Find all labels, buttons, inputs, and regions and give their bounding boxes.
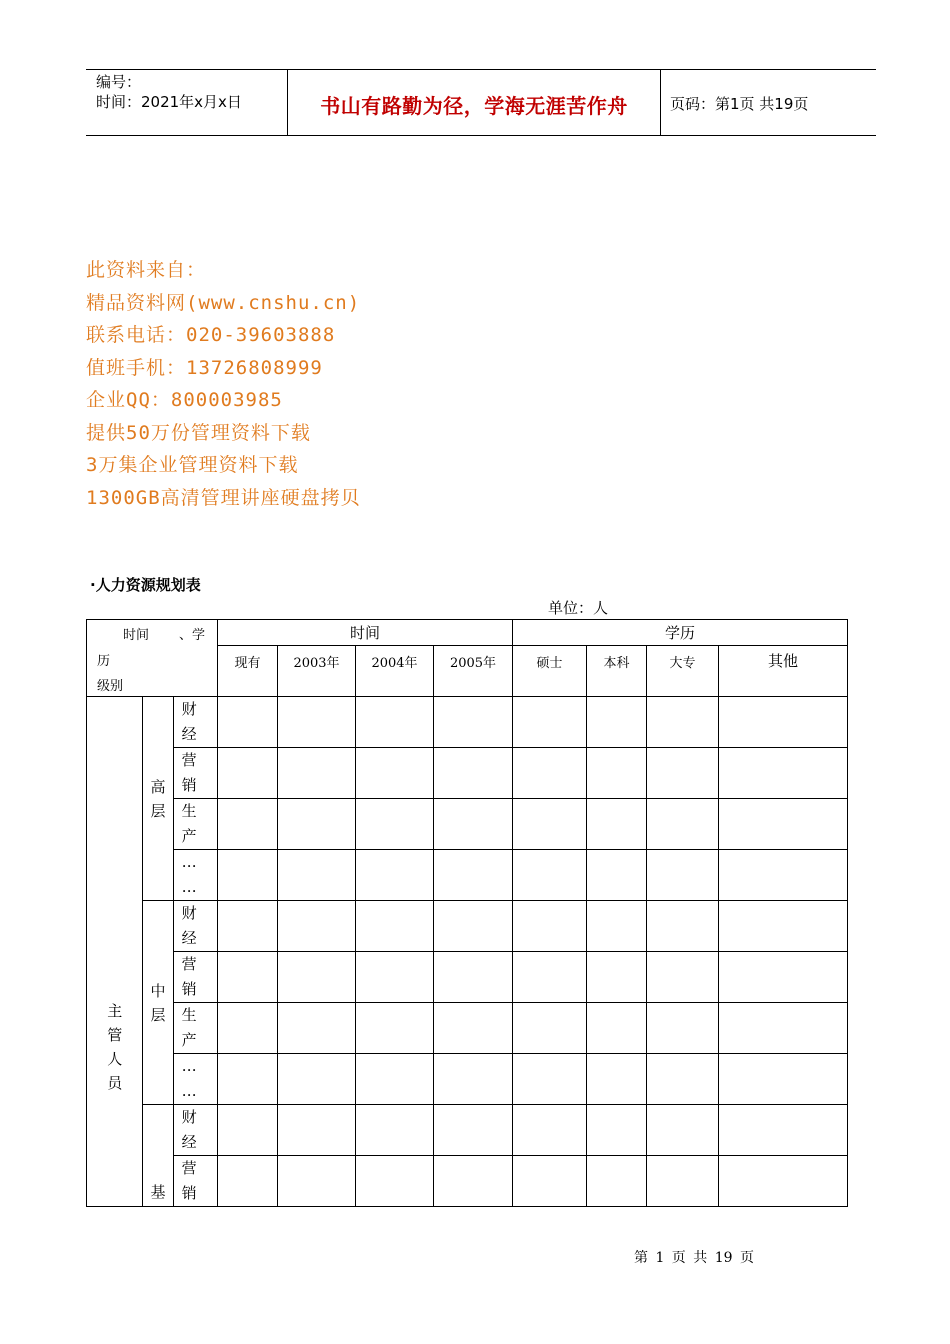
page-footer: 第 1 页 共 19 页 (634, 1250, 754, 1266)
category-label: 财经 (181, 700, 197, 743)
corner-time-label: 时间 (123, 628, 150, 643)
header-motto: 书山有路勤为径，学海无涯苦作舟 (320, 94, 628, 118)
col-header-2004: 2004年 (356, 646, 434, 697)
header-page-number: 页码：第1页 共19页 (670, 95, 809, 113)
document-time-label: 时间：2021年x月x日 (96, 93, 242, 111)
category-label: 营销 (181, 1159, 197, 1202)
header-divider-right (660, 69, 661, 136)
level-senior (143, 697, 173, 901)
source-line: 3万集企业管理资料下载 (86, 454, 299, 476)
category-cell (173, 1054, 217, 1105)
level-middle-label: 中层 (150, 981, 166, 1024)
category-label: 营销 (181, 751, 197, 794)
header-top-rule (86, 69, 876, 70)
hr-planning-table (86, 619, 848, 1207)
category-label: 财经 (181, 904, 197, 947)
source-line: 此资料来自： (86, 259, 207, 281)
category-label: 生产 (181, 1006, 197, 1049)
category-cell (173, 748, 217, 799)
source-line: 联系电话：020-39603888 (86, 324, 336, 346)
source-line: 值班手机：13726808999 (86, 356, 323, 379)
col-header-master: 硕士 (513, 646, 587, 697)
level-senior-label: 高层 (150, 777, 166, 820)
category-cell (173, 1156, 217, 1207)
group-managers-label: 主管人员 (107, 1001, 123, 1092)
section-title: ·人力资源规划表 (90, 576, 201, 594)
category-label: 营销 (181, 955, 197, 998)
col-header-college: 大专 (647, 646, 719, 697)
header-meta (96, 72, 242, 112)
source-line: 企业QQ：800003985 (86, 389, 283, 411)
category-label: 财经 (181, 1108, 197, 1151)
source-line: 精品资料网(www.cnshu.cn) (86, 291, 361, 314)
group-managers (87, 697, 143, 1207)
document-number-label: 编号： (96, 73, 142, 91)
level-base (143, 1105, 173, 1207)
unit-label: 单位：人 (548, 599, 609, 617)
col-header-current: 现有 (218, 646, 278, 697)
col-header-2003: 2003年 (278, 646, 356, 697)
category-cell (173, 1003, 217, 1054)
category-cell (173, 901, 217, 952)
corner-separator: 、学 (179, 628, 206, 643)
corner-edu-label: 历 (97, 654, 111, 669)
category-cell (173, 697, 217, 748)
header-bottom-rule (86, 135, 876, 136)
col-header-2005: 2005年 (434, 646, 513, 697)
category-cell (173, 952, 217, 1003)
corner-level-label: 级别 (97, 679, 124, 694)
category-label: 生产 (181, 802, 197, 845)
group-header-education: 学历 (513, 620, 848, 646)
level-base-label: 基 (150, 1183, 166, 1201)
source-line: 1300GB高清管理讲座硬盘拷贝 (86, 486, 361, 509)
group-header-time: 时间 (218, 620, 513, 646)
category-cell (173, 1105, 217, 1156)
level-middle (143, 901, 173, 1105)
category-cell (173, 799, 217, 850)
table-corner-cell (87, 620, 218, 697)
col-header-bachelor: 本科 (587, 646, 647, 697)
col-header-other: 其他 (719, 646, 848, 697)
category-label: …… (181, 1057, 197, 1100)
source-info-block (86, 254, 361, 514)
category-label: …… (181, 853, 197, 896)
category-cell (173, 850, 217, 901)
source-line: 提供50万份管理资料下载 (86, 421, 311, 444)
